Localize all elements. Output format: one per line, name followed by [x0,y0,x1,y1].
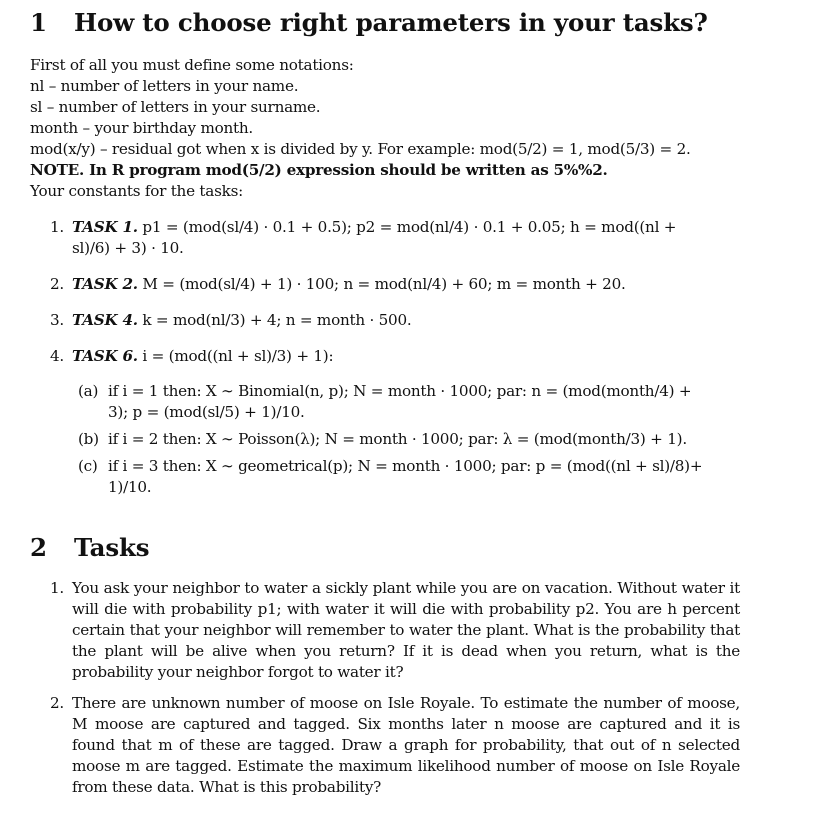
intro-line: First of all you must define some notations: [30,56,354,74]
task-label: TASK 2. [72,275,138,293]
mod-definition: mod(x/y) – residual got when x is divided by y. For example: mod(5/2) = 1, mod(5/3) = 2. [30,140,691,158]
sub-text: if i = 3 then: X ∼ geometrical(p); N = month · 1000; par: p = (mod((nl + sl)/8)+ [108,457,703,475]
sub-marker: (a) [78,382,99,400]
sub-text-cont: 1)/10. [108,478,152,496]
item-text-cont: sl)/6) + 3) · 10. [72,239,184,257]
item-marker: 4. [50,347,64,365]
task-marker: 1. [50,579,64,597]
section-1-heading [30,8,708,37]
item-text: M = (mod(sl/4) + 1) · 100; n = mod(nl/4) + 60; m = month + 20. [137,275,626,293]
sub-item [78,429,738,450]
sub-text: if i = 1 then: X ∼ Binomial(n, p); N = month · 1000; par: n = (mod(month/4) + [108,382,692,400]
nl-definition: nl – number of letters in your name. [30,77,299,95]
sub-item [78,456,738,498]
list-item [50,310,740,331]
section-2-title: Tasks [74,533,150,562]
sub-item [78,381,738,423]
item-marker: 2. [50,275,64,293]
sub-marker: (b) [78,430,99,448]
distribution-sublist [78,381,738,504]
task-marker: 2. [50,694,64,712]
item-marker: 3. [50,311,64,329]
task-text: You ask your neighbor to water a sickly plant while you are on vacation. Without water it will die with probability p1; with water it will die with probability p2. You are h percent certain that your neighbor will remember to water the plant. What is the probability that the plant will be alive when you return? If it is dead when you return, what is the probability your neighbor forgot to water it? [72,579,740,681]
constants-list [50,217,740,367]
notations-block [30,55,750,202]
task-label: TASK 6. [72,347,138,365]
section-2-number: 2 [30,533,47,562]
sub-text-cont: 3); p = (mod(sl/5) + 1)/10. [108,403,305,421]
section-1-number: 1 [30,8,47,37]
sl-definition: sl – number of letters in your surname. [30,98,321,116]
task-item [50,578,740,683]
item-text: k = mod(nl/3) + 4; n = month · 500. [137,311,412,329]
task-item [50,693,740,798]
task-label: TASK 1. [72,218,138,236]
task-text: There are unknown number of moose on Isle Royale. To estimate the number of moose, M moose are captured and tagged. Six months later n moose are captured and it is found that m of these are tagged. Draw a graph for probability, that out of n selected moose m are tagged. Estimate the maximum likelihood number of moose on Isle Royale from these data. What is this probability? [72,694,740,796]
sub-marker: (c) [78,457,98,475]
item-marker: 1. [50,218,64,236]
sub-text: if i = 2 then: X ∼ Poisson(λ); N = month · 1000; par: λ = (mod(month/3) + 1). [108,430,687,448]
list-item [50,346,740,367]
item-text: i = (mod((nl + sl)/3) + 1): [137,347,334,365]
list-item [50,274,740,295]
month-definition: month – your birthday month. [30,119,254,137]
section-1-title: How to choose right parameters in your tasks? [74,8,708,37]
item-text: p1 = (mod(sl/4) · 0.1 + 0.5); p2 = mod(nl/4) · 0.1 + 0.05; h = mod((nl + [137,218,677,236]
section-2-heading [30,533,149,562]
note-line: NOTE. In R program mod(5/2) expression should be written as 5%%2. [30,161,608,179]
constants-line: Your constants for the tasks: [30,182,243,200]
task-list [50,578,740,808]
list-item [50,217,740,259]
task-label: TASK 4. [72,311,138,329]
